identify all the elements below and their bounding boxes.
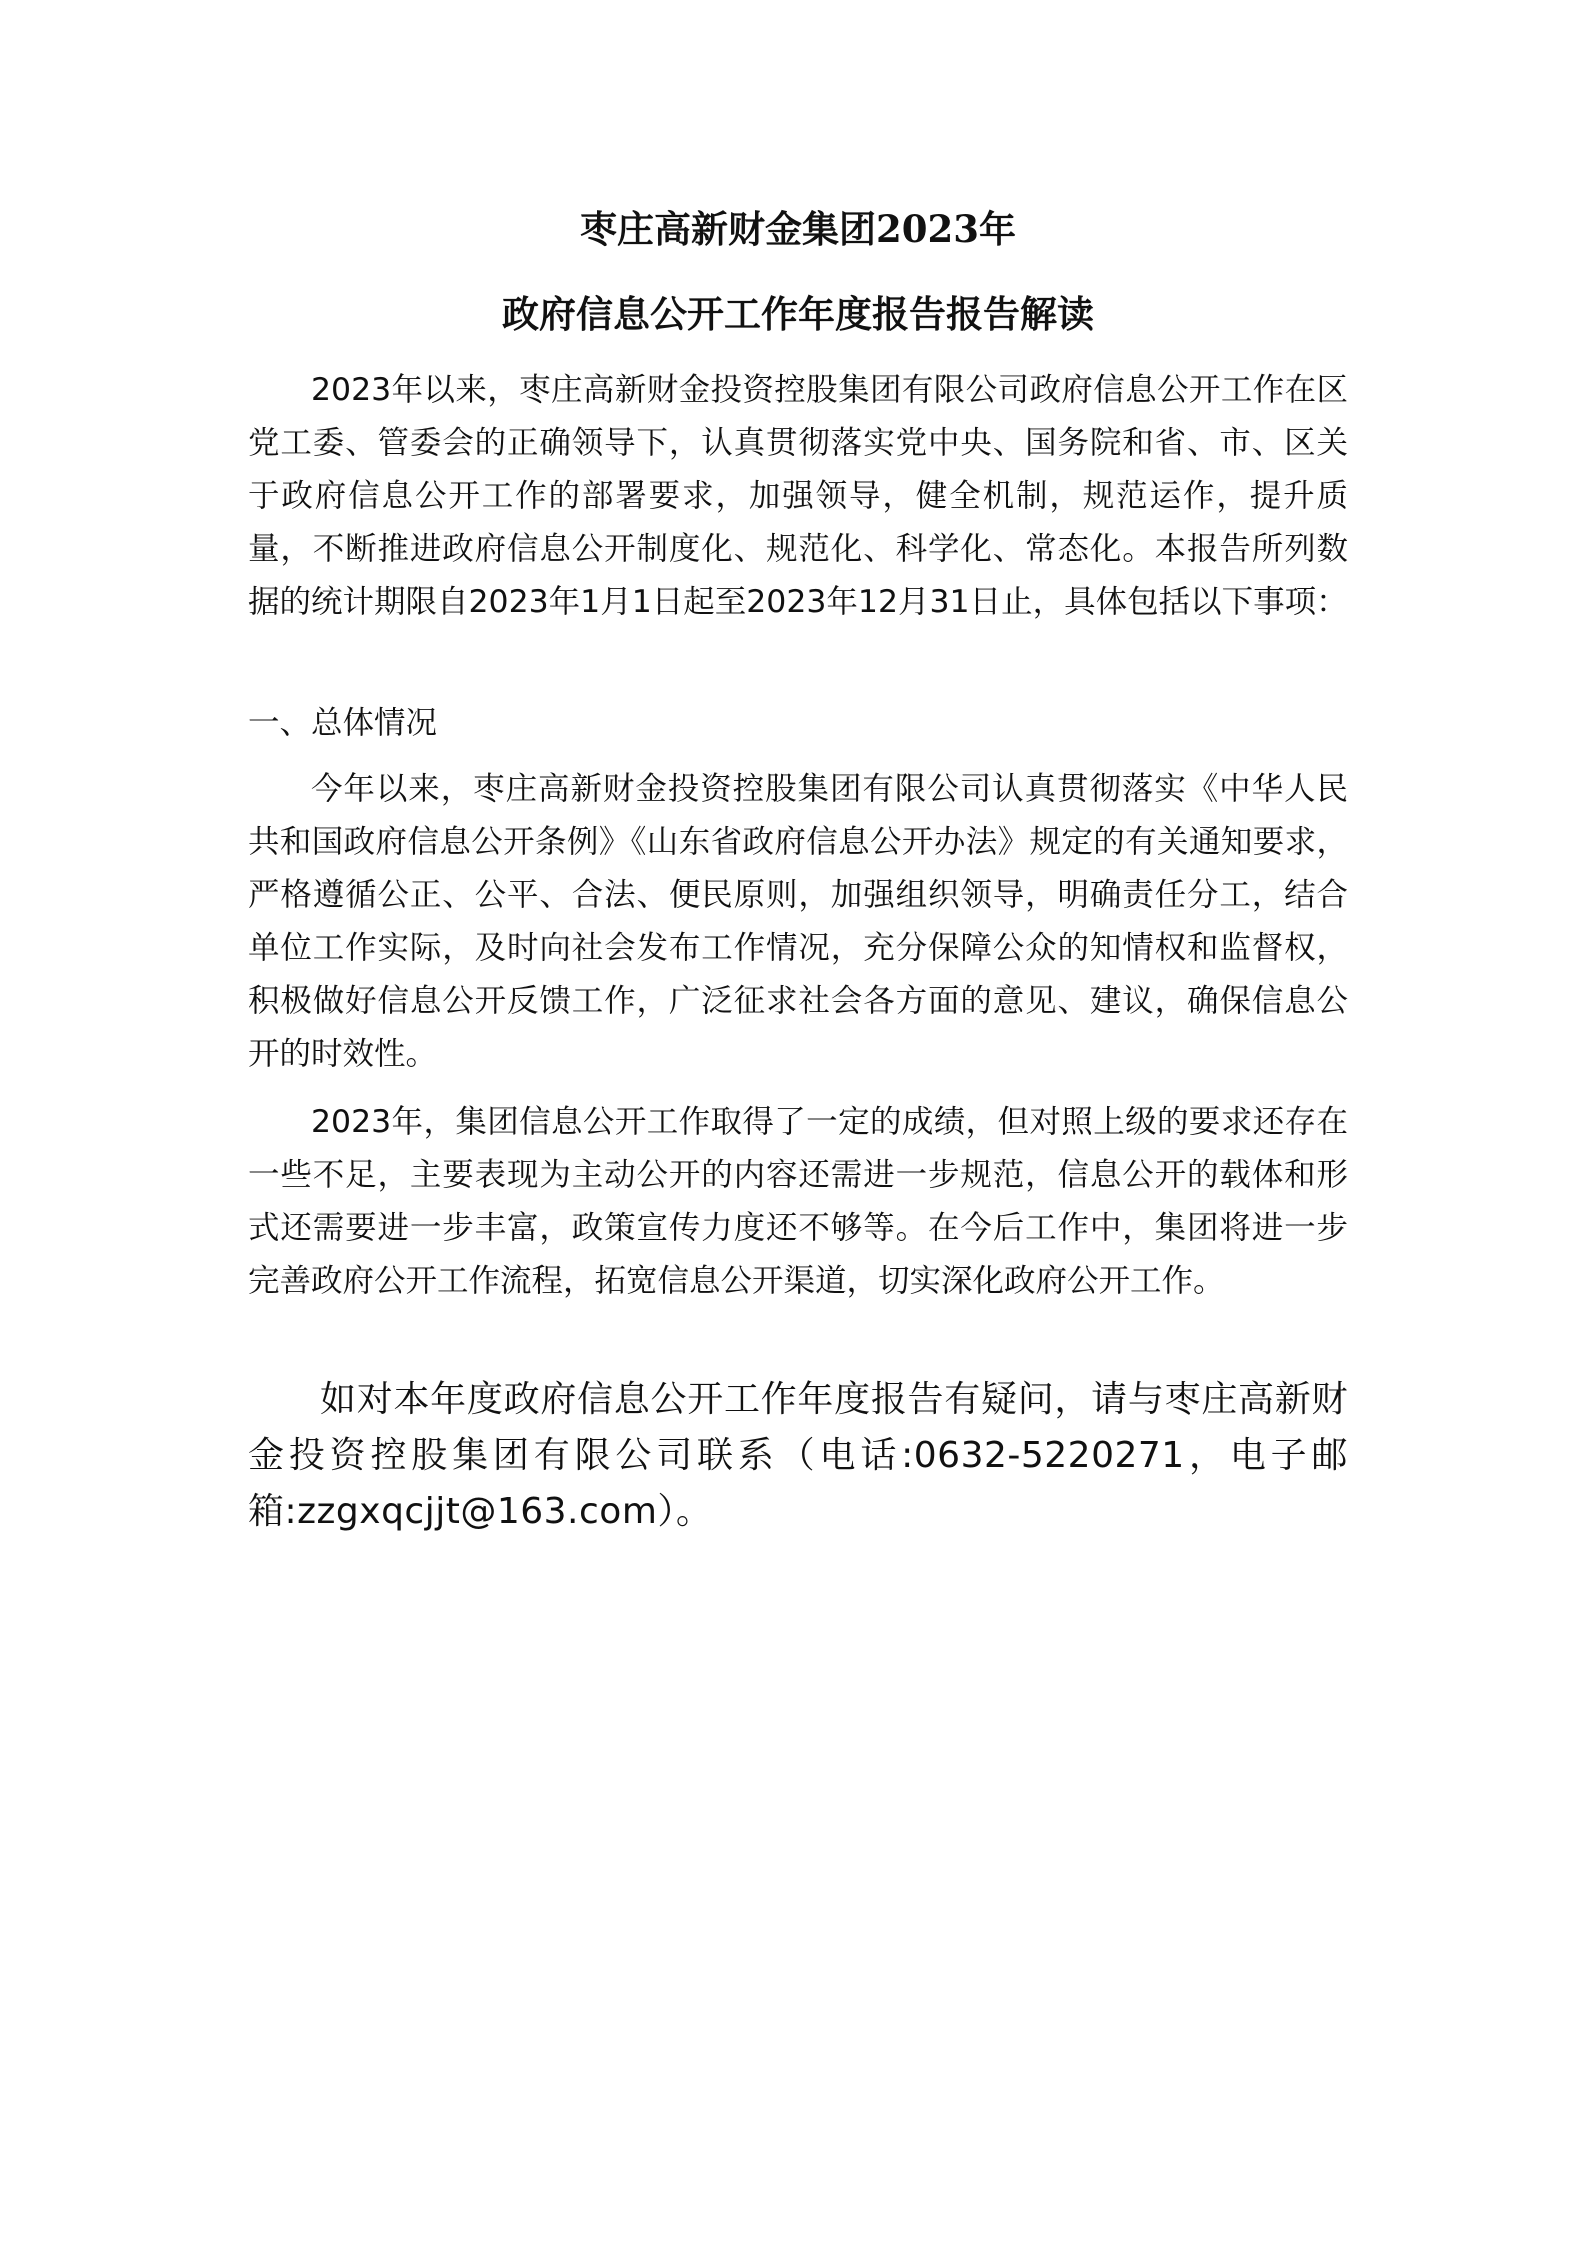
contact-paragraph: 如对本年度政府信息公开工作年度报告有疑问，请与枣庄高新财金投资控股集团有限公司联系（电话:0632-5220271，电子邮箱:zzgxqcjjt@163.com）。	[248, 1379, 1348, 1532]
section-heading-overview: 一、总体情况	[248, 705, 438, 741]
document-title-line-2: 政府信息公开工作年度报告报告解读	[502, 292, 1094, 336]
intro-paragraph: 2023年以来，枣庄高新财金投资控股集团有限公司政府信息公开工作在区党工委、管委会的正确领导下，认真贯彻落实党中央、国务院和省、市、区关于政府信息公开工作的部署要求，加强领导，健全机制，规范运作，提升质量，不断推进政府信息公开制度化、规范化、科学化、常态化。本报告所列数据的统计期限自2023年1月1日起至2023年12月31日止，具体包括以下事项：	[248, 372, 1348, 620]
document-title-line-1: 枣庄高新财金集团2023年	[580, 207, 1016, 251]
shortcomings-paragraph: 2023年，集团信息公开工作取得了一定的成绩，但对照上级的要求还存在一些不足，主要表现为主动公开的内容还需进一步规范，信息公开的载体和形式还需要进一步丰富，政策宣传力度还不够等。在今后工作中，集团将进一步完善政府公开工作流程，拓宽信息公开渠道，切实深化政府公开工作。	[248, 1104, 1348, 1299]
overview-paragraph: 今年以来，枣庄高新财金投资控股集团有限公司认真贯彻落实《中华人民共和国政府信息公开条例》《山东省政府信息公开办法》规定的有关通知要求，严格遵循公正、公平、合法、便民原则，加强组织领导，明确责任分工，结合单位工作实际，及时向社会发布工作情况，充分保障公众的知情权和监督权，积极做好信息公开反馈工作，广泛征求社会各方面的意见、建议，确保信息公开的时效性。	[248, 771, 1348, 1072]
